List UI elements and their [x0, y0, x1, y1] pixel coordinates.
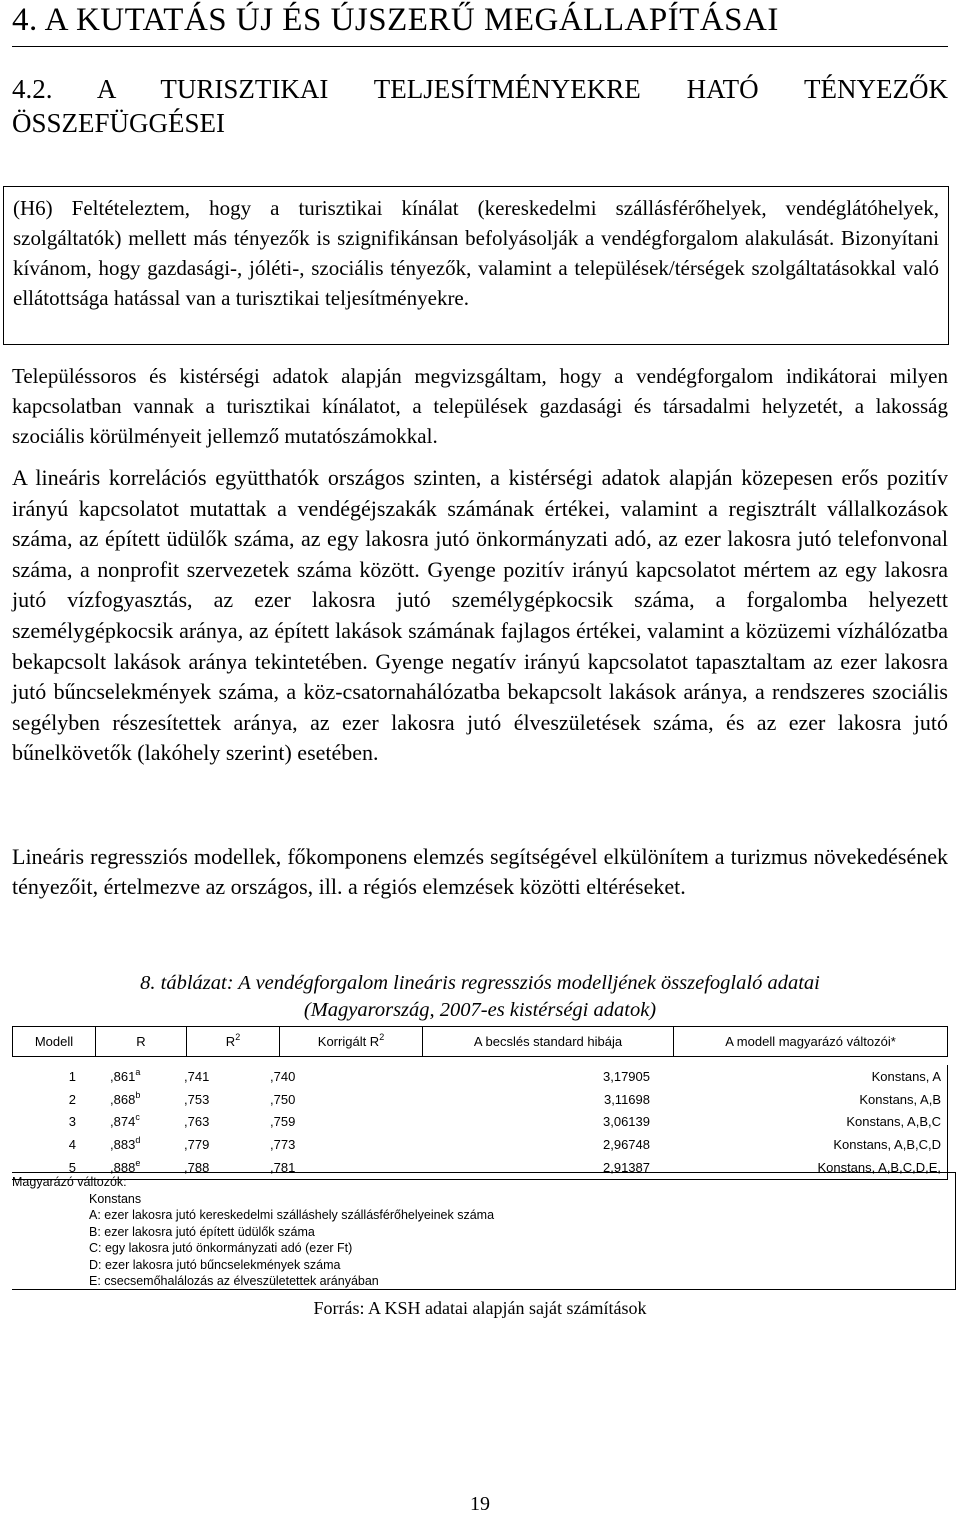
header-adjusted-r-squared: Korrigált $R^2$ [280, 1027, 423, 1057]
paragraph-3: Lineáris regressziós modellek, főkomponens elemzés segítségével elkülönítem a turizmus növekedésének tényezőit, értelmezve az országos, ill. a régiós elemzések közötti eltéréseket. [12, 844, 948, 899]
cell-model: 1 [68, 1068, 76, 1084]
cell-r-squared: ,763 [184, 1114, 210, 1130]
notes-item: A: ezer lakosra jutó kereskedelmi szálláshely szállásférőhelyeinek száma [89, 1208, 495, 1222]
cell-std-error: 2,96748 [603, 1137, 650, 1153]
notes-item: E: csecsemőhalálozás az élveszületettek arányában [89, 1274, 379, 1288]
table-body [12, 1065, 948, 1180]
cell-adjusted-r-squared: ,740 [270, 1068, 296, 1084]
regression-table [12, 1026, 948, 1180]
cell-adjusted-r-squared: ,759 [270, 1114, 296, 1130]
cell-r: ,861$^a$ [110, 1066, 141, 1084]
cell-r: ,874$^c$ [110, 1112, 140, 1130]
notes-item: B: ezer lakosra jutó épített üdülők száma [89, 1224, 315, 1239]
chapter-title: 4. A KUTATÁS ÚJ ÉS ÚJSZERŰ MEGÁLLAPÍTÁSAI [12, 2, 779, 38]
header-predictors: A modell magyarázó változói* [674, 1027, 948, 1057]
cell-std-error: 2,91387 [406, 1156, 690, 1179]
cell-std-error: 3,17905 [603, 1068, 650, 1084]
notes-heading: Magyarázó változók: [12, 1175, 127, 1189]
table-caption-line-2: (Magyarország, 2007-es kistérségi adatok) [303, 999, 657, 1021]
page-number: 19 [470, 1493, 490, 1515]
table-row [12, 1133, 948, 1156]
cell-adjusted-r-squared: ,773 [270, 1137, 296, 1153]
table-row [12, 1088, 948, 1111]
table-notes [12, 1172, 956, 1290]
cell-predictors: Konstans, A [690, 1065, 948, 1088]
cell-model: 2 [68, 1091, 76, 1107]
cell-r-squared: ,753 [184, 1091, 210, 1107]
header-r: R [96, 1027, 187, 1057]
notes-item: Konstans [89, 1191, 142, 1206]
cell-r-squared: ,779 [184, 1137, 210, 1153]
table-header [12, 1026, 948, 1057]
notes-item: D: ezer lakosra jutó bűncselekmények száma [89, 1257, 341, 1272]
header-std-error: A becslés standard hibája [423, 1027, 674, 1057]
cell-r-squared: ,741 [184, 1068, 210, 1084]
cell-adjusted-r-squared: ,781 [264, 1156, 406, 1179]
cell-r-squared: ,788 [178, 1156, 264, 1179]
table-caption-line-1: 8. táblázat: A vendégforgalom lineáris regressziós modelljének összefoglaló adatai [140, 972, 820, 994]
cell-predictors: Konstans, A,B,C [690, 1111, 948, 1134]
header-r-squared: $R^2$ [187, 1027, 280, 1057]
hypothesis-text: (H6) Feltételeztem, hogy a turisztikai kínálat (kereskedelmi szállásférőhelyek, vendéglátóhelyek, szolgáltatók) mellett más tényezők is szignifikánsan befolyásolják a vendégforgalom alakulását. Bizonyítani kívánom, hogy gazdasági-, jóléti-, szociális tényezők, valamint a települések/térségek szolgáltatásokkal való ellátottsága hatással van a turisztikai teljesítményekre. [13, 196, 939, 310]
table-header-row [13, 1027, 948, 1057]
cell-model: 3 [68, 1114, 76, 1130]
cell-r: ,883$^d$ [110, 1135, 141, 1153]
table-row [12, 1111, 948, 1134]
paragraph-1: Településsoros és kistérségi adatok alapján megvizsgáltam, hogy a vendégforgalom indikátorai milyen kapcsolatban vannak a turisztikai kínálatot, a települések gazdasági és társadalmi helyzetét, a lakosság szociális körülményeit jellemző mutatószámokkal. [12, 364, 948, 448]
cell-std-error: 3,11698 [603, 1091, 650, 1107]
cell-model: 4 [68, 1137, 76, 1153]
cell-predictors: Konstans, A,B [690, 1088, 948, 1111]
cell-adjusted-r-squared: ,750 [270, 1091, 296, 1107]
table-source: Forrás: A KSH adatai alapján saját számítások [313, 1298, 647, 1318]
section-title: 4.2. A TURISZTIKAI TELJESÍTMÉNYEKRE HATÓ TÉNYEZŐK ÖSSZEFÜGGÉSEI [12, 74, 948, 138]
hypothesis-box [3, 186, 949, 345]
paragraph-2: A lineáris korrelációs együtthatók országos szinten, a kistérségi adatok alapján közepesen erős pozitív irányú kapcsolatot mutattak a vendégéjszakák számának értékei, valamint a regisztrált vállalkozások száma, az épített üdülők száma, az egy lakosra jutó önkormányzati adó, az ezer lakosra jutó telefonvonal száma, a nonprofit szervezetek száma között. Gyenge pozitív irányú kapcsolatot mértem az egy lakosra jutó vízfogyasztás, az ezer lakosra jutó személygépkocsik száma, a forgalomba helyezett személygépkocsik aránya, az épített lakások számának fajlagos értékei, valamint a közüzemi vízhálózatba bekapcsolt lakások aránya tekintetében. Gyenge negatív irányú kapcsolatot tapasztaltam az ezer lakosra jutó bűncselekmények száma, a köz-csatornahálózatba bekapcsolt lakások aránya, a rendszeres szociális segélyben részesítettek aránya, az ezer lakosra jutó élveszületések száma, és az ezer lakosra jutó bűnelkövetők (lakóhely szerint) esetében. [12, 465, 948, 766]
cell-r: ,888e [104, 1156, 178, 1179]
cell-model: 5 [12, 1156, 104, 1179]
cell-std-error: 3,06139 [603, 1114, 650, 1130]
table-row [12, 1065, 948, 1088]
cell-predictors: Konstans, A,B,C,D,E, [690, 1156, 948, 1179]
cell-predictors: Konstans, A,B,C,D [690, 1133, 948, 1156]
header-model: Modell [13, 1027, 96, 1057]
chapter-divider [12, 46, 948, 47]
cell-r: ,868$^b$ [110, 1089, 141, 1107]
table-caption [60, 970, 900, 1024]
notes-item: C: egy lakosra jutó önkormányzati adó (ezer Ft) [89, 1241, 353, 1255]
